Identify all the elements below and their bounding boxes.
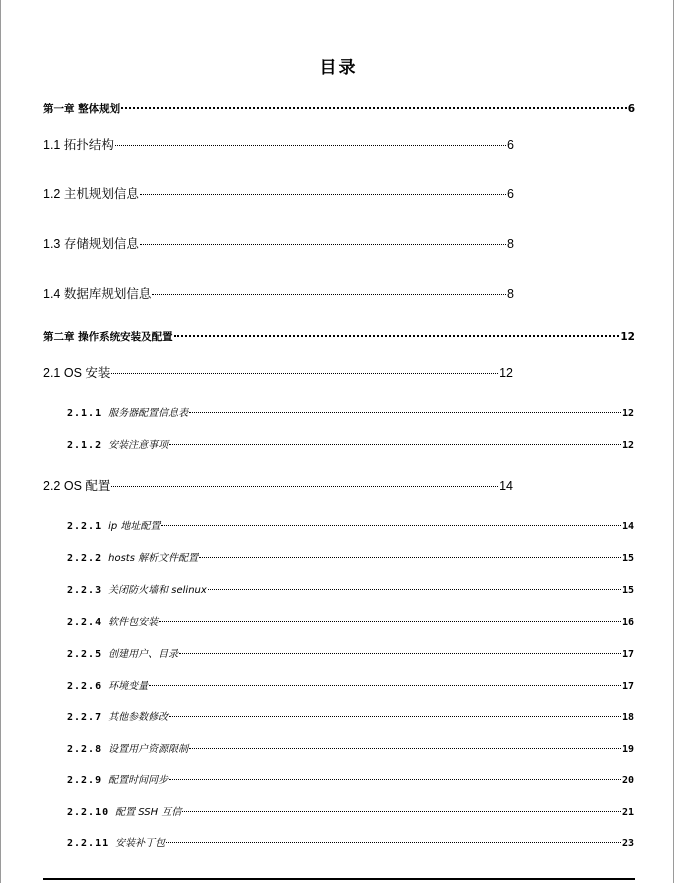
toc-entry-section-1-2[interactable] [43, 184, 514, 202]
toc-entry-number: 2.2.7 [67, 712, 103, 723]
toc-entry-subsection-2-2-11[interactable] [67, 834, 634, 849]
toc-entry-label: 1.4 数据库规划信息 [43, 287, 152, 301]
dot-leader [121, 96, 627, 109]
dot-leader [149, 675, 621, 686]
toc-entry-subsection-2-2-8[interactable] [67, 740, 634, 755]
toc-entry-number: 2.2.11 [67, 838, 110, 849]
toc-entry-page: 20 [621, 775, 634, 786]
dot-leader [174, 324, 620, 337]
toc-entry-section-2-1[interactable] [43, 363, 513, 381]
dot-leader [189, 738, 621, 749]
toc-entry-subsection-2-2-3[interactable] [67, 581, 634, 596]
toc-entry-subsection-2-2-2[interactable] [67, 549, 634, 564]
toc-entry-page: 14 [499, 479, 513, 493]
dot-leader [169, 434, 621, 445]
dot-leader [199, 547, 621, 558]
toc-entry-label: 创建用户、目录 [108, 649, 179, 660]
toc-entry-number: 2.2.4 [67, 617, 103, 628]
toc-entry-section-1-3[interactable] [43, 234, 514, 252]
toc-entry-number: 2.2.6 [67, 681, 103, 692]
toc-entry-page: 19 [621, 744, 634, 755]
dot-leader [179, 643, 621, 654]
toc-entry-page: 6 [507, 138, 514, 152]
toc-entry-label: 安装补丁包 [115, 838, 166, 849]
toc-entry-number: 2.2.1 [67, 521, 103, 532]
toc-entry-label: 2.1 OS 安装 [43, 366, 111, 380]
toc-entry-label: 1.3 存储规划信息 [43, 237, 139, 251]
dot-leader [189, 402, 621, 413]
toc-entry-page: 23 [621, 838, 634, 849]
toc-entry-subsection-2-1-1[interactable] [67, 404, 634, 419]
toc-entry-number: 2.2.5 [67, 649, 103, 660]
toc-entry-page: 12 [499, 366, 513, 380]
toc-entry-label: 配置时间同步 [108, 775, 169, 786]
footer-rule [43, 878, 635, 880]
toc-entry-label: 第一章 整体规划 [43, 102, 121, 115]
toc-entry-label: 安装注意事项 [108, 440, 169, 451]
toc-entry-subsection-2-2-4[interactable] [67, 613, 634, 628]
toc-entry-number: 2.2.8 [67, 744, 103, 755]
dot-leader [111, 361, 498, 375]
toc-entry-section-2-2[interactable] [43, 476, 513, 494]
dot-leader [166, 832, 621, 843]
toc-entry-label: hosts 解析文件配置 [108, 553, 199, 564]
toc-entry-label: 关闭防火墙和 selinux [108, 585, 207, 596]
toc-entry-number: 2.1.1 [67, 408, 103, 419]
toc-entry-page: 21 [621, 807, 634, 818]
page-right-border [673, 0, 674, 883]
toc-entry-label: 2.2 OS 配置 [43, 479, 111, 493]
toc-title: 目录 [319, 58, 358, 78]
toc-entry-page: 8 [507, 237, 514, 251]
toc-entry-page: 12 [621, 440, 634, 451]
toc-entry-subsection-2-2-7[interactable] [67, 708, 634, 723]
toc-entry-page: 6 [627, 102, 635, 115]
toc-entry-subsection-2-2-5[interactable] [67, 645, 634, 660]
dot-leader [182, 801, 621, 812]
toc-entry-page: 6 [507, 187, 514, 201]
dot-leader [140, 232, 506, 246]
toc-entry-page: 15 [621, 553, 634, 564]
toc-entry-label: 配置 SSH 互信 [115, 807, 182, 818]
dot-leader [140, 182, 506, 196]
toc-entry-label: 1.1 拓扑结构 [43, 138, 114, 152]
toc-entry-number: 2.2.2 [67, 553, 103, 564]
dot-leader [169, 769, 621, 780]
toc-entry-label: 设置用户资源限制 [108, 744, 189, 755]
toc-entry-page: 12 [620, 330, 635, 343]
toc-entry-number: 2.1.2 [67, 440, 103, 451]
dot-leader [152, 282, 506, 296]
toc-entry-subsection-2-2-9[interactable] [67, 771, 634, 786]
toc-entry-section-1-4[interactable] [43, 284, 514, 302]
dot-leader [208, 579, 621, 590]
toc-entry-label: 1.2 主机规划信息 [43, 187, 139, 201]
toc-entry-page: 15 [621, 585, 634, 596]
toc-entry-section-1-1[interactable] [43, 135, 514, 153]
toc-entry-number: 2.2.10 [67, 807, 110, 818]
toc-entry-number: 2.2.3 [67, 585, 103, 596]
dot-leader [111, 474, 498, 488]
toc-entry-subsection-2-2-1[interactable] [67, 517, 634, 532]
toc-entry-label: 环境变量 [108, 681, 149, 692]
toc-entry-chapter-1[interactable] [43, 99, 635, 116]
toc-entry-page: 14 [621, 521, 634, 532]
toc-entry-label: 服务器配置信息表 [108, 408, 189, 419]
toc-entry-subsection-2-1-2[interactable] [67, 436, 634, 451]
toc-entry-page: 17 [621, 649, 634, 660]
toc-entry-subsection-2-2-10[interactable] [67, 803, 634, 818]
toc-entry-page: 12 [621, 408, 634, 419]
dot-leader [159, 611, 621, 622]
dot-leader [169, 706, 621, 717]
toc-entry-page: 8 [507, 287, 514, 301]
toc-entry-page: 18 [621, 712, 634, 723]
toc-entry-chapter-2[interactable] [43, 327, 635, 344]
toc-entry-page: 16 [621, 617, 634, 628]
toc-entry-label: 软件包安装 [108, 617, 159, 628]
toc-entry-subsection-2-2-6[interactable] [67, 677, 634, 692]
dot-leader [161, 515, 621, 526]
dot-leader [115, 133, 506, 147]
toc-entry-page: 17 [621, 681, 634, 692]
toc-entry-label: ip 地址配置 [108, 521, 161, 532]
toc-entry-number: 2.2.9 [67, 775, 103, 786]
toc-entry-label: 第二章 操作系统安装及配置 [43, 330, 173, 343]
toc-entry-label: 其他参数修改 [108, 712, 169, 723]
page-left-border [0, 0, 1, 883]
